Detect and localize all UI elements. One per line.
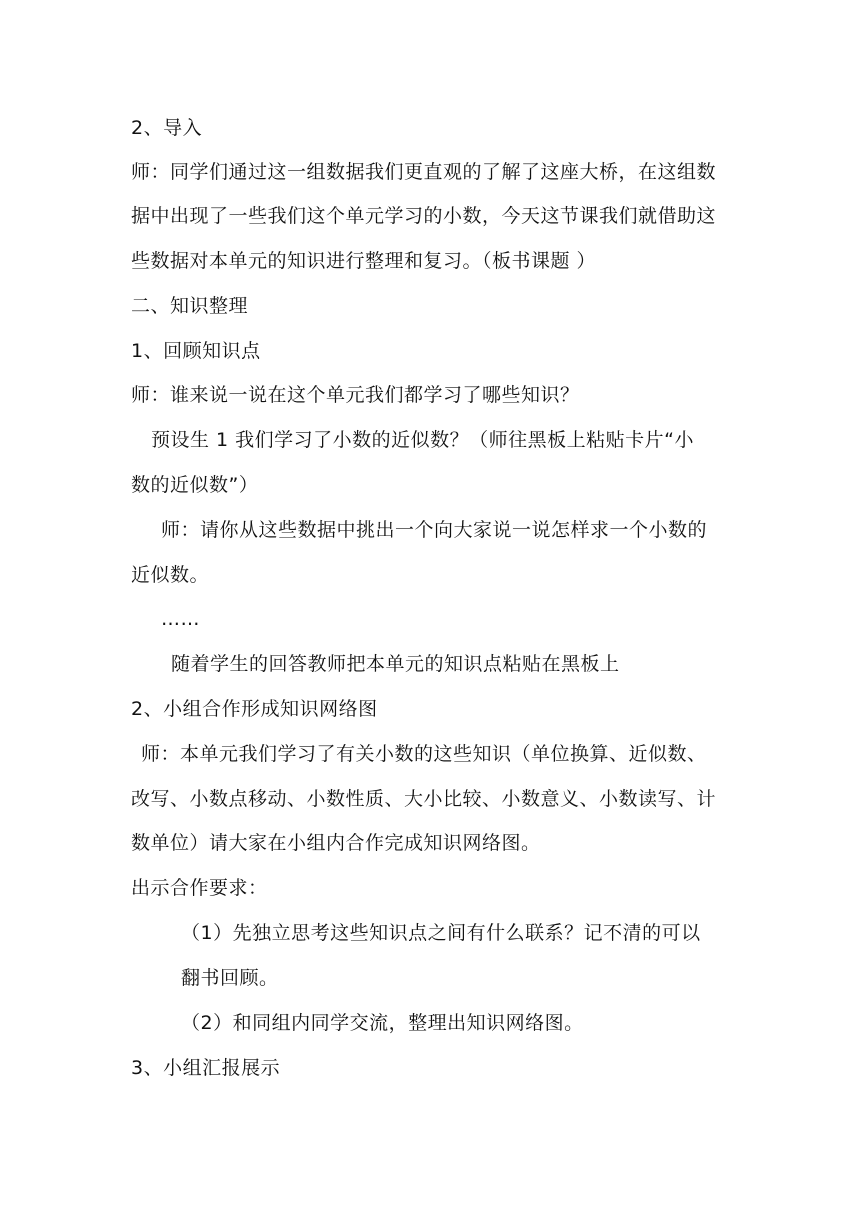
- section-heading-knowledge: 二、知识整理: [131, 295, 249, 317]
- paragraph-line: 数单位）请大家在小组内合作完成知识网络图。: [131, 832, 541, 854]
- paragraph-line: 师：本单元我们学习了有关小数的这些知识（单位换算、近似数、: [141, 743, 707, 765]
- subsection-heading-presentation: 3、小组汇报展示: [131, 1057, 281, 1079]
- paragraph-line: 师：同学们通过这一组数据我们更直观的了解了这座大桥，在这组数: [131, 161, 717, 183]
- section-heading-intro: 2、导入: [131, 117, 203, 139]
- paragraph-line: 出示合作要求：: [131, 877, 268, 899]
- paragraph-line: 随着学生的回答教师把本单元的知识点粘贴在黑板上: [171, 653, 620, 675]
- paragraph-line: 改写、小数点移动、小数性质、大小比较、小数意义、小数读写、计: [131, 788, 717, 810]
- ellipsis-line: ……: [161, 608, 200, 630]
- requirement-item: （1）先独立思考这些知识点之间有什么联系？记不清的可以: [181, 922, 701, 944]
- subsection-heading-group-work: 2、小组合作形成知识网络图: [131, 698, 378, 720]
- paragraph-line: 数的近似数”）: [131, 474, 259, 496]
- paragraph-line: 近似数。: [131, 564, 210, 586]
- paragraph-line: 预设生 1 我们学习了小数的近似数？（师往黑板上粘贴卡片“小: [151, 429, 695, 451]
- paragraph-line: 据中出现了一些我们这个单元学习的小数，今天这节课我们就借助这: [131, 205, 717, 227]
- requirement-item: （2）和同组内同学交流，整理出知识网络图。: [181, 1012, 584, 1034]
- subsection-heading-review: 1、回顾知识点: [131, 340, 261, 362]
- paragraph-line: 师：请你从这些数据中挑出一个向大家说一说怎样求一个小数的: [161, 519, 708, 541]
- paragraph-line: 些数据对本单元的知识进行整理和复习。（板书课题 ）: [131, 250, 597, 272]
- requirement-item-continued: 翻书回顾。: [181, 967, 279, 989]
- paragraph-line: 师：谁来说一说在这个单元我们都学习了哪些知识？: [131, 384, 580, 406]
